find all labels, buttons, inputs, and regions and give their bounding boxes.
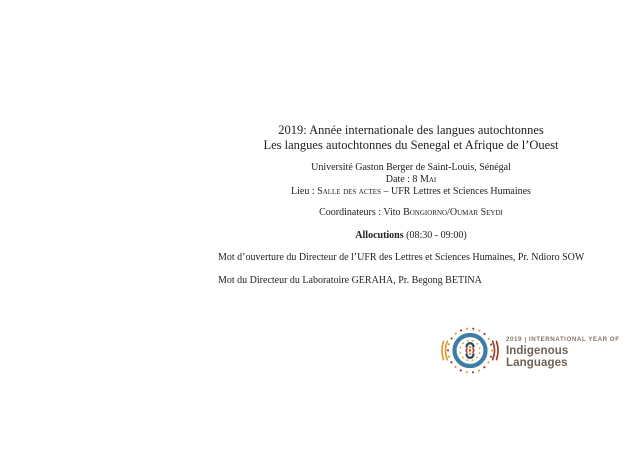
date-label: Date : 8 (385, 174, 420, 186)
coordinators-line (218, 207, 604, 219)
session-line (218, 230, 604, 242)
venue-room: Salle des actes (317, 186, 381, 198)
logo-name: Indigenous Languages (506, 345, 569, 369)
title-line-1: 2019: Année internationale des langues autochtonnes (278, 123, 544, 137)
iyil-logo-text (506, 336, 627, 369)
logo-center-motif (466, 343, 473, 358)
logo-right-sound-arcs (493, 341, 498, 359)
logo-year: 2019 (506, 336, 522, 343)
coordinator-name-2: Oumar Seydi (449, 207, 503, 218)
university-line: Université Gaston Berger de Saint-Louis, Sénégal (311, 162, 511, 173)
logo-left-sound-arcs (442, 341, 447, 359)
coordinators-label: Coordinateurs : Vito (319, 207, 404, 218)
speech-line-2: Mot du Directeur du Laboratoire GERAHA, Pr. Begong BETINA (218, 275, 482, 286)
venue-label: Lieu : (291, 186, 318, 198)
speech-line-1: Mot d’ouverture du Directeur de l’UFR des Lettres et Sciences Humaines, Pr. Ndioro SOW (218, 252, 585, 263)
date-month: Mai (419, 174, 437, 186)
logo-divider (525, 337, 526, 343)
session-title: Allocutions (355, 230, 404, 241)
logo-tagline-line (506, 336, 627, 343)
date-line (218, 174, 604, 186)
session-time: (08:30 - 09:00) (403, 230, 467, 241)
coordinator-name-1: Bongiorno (403, 207, 448, 218)
document-title (218, 123, 604, 153)
iyil-logo-emblem (440, 327, 504, 375)
venue-suffix: – UFR Lettres et Sciences Humaines (380, 186, 531, 198)
coordinators-separator: / (447, 207, 450, 218)
title-line-2: Les langues autochtonnes du Senegal et Afrique de l’Ouest (263, 138, 559, 153)
venue-line (218, 186, 604, 198)
event-details (218, 162, 604, 199)
logo-tagline: INTERNATIONAL YEAR OF (528, 336, 620, 343)
